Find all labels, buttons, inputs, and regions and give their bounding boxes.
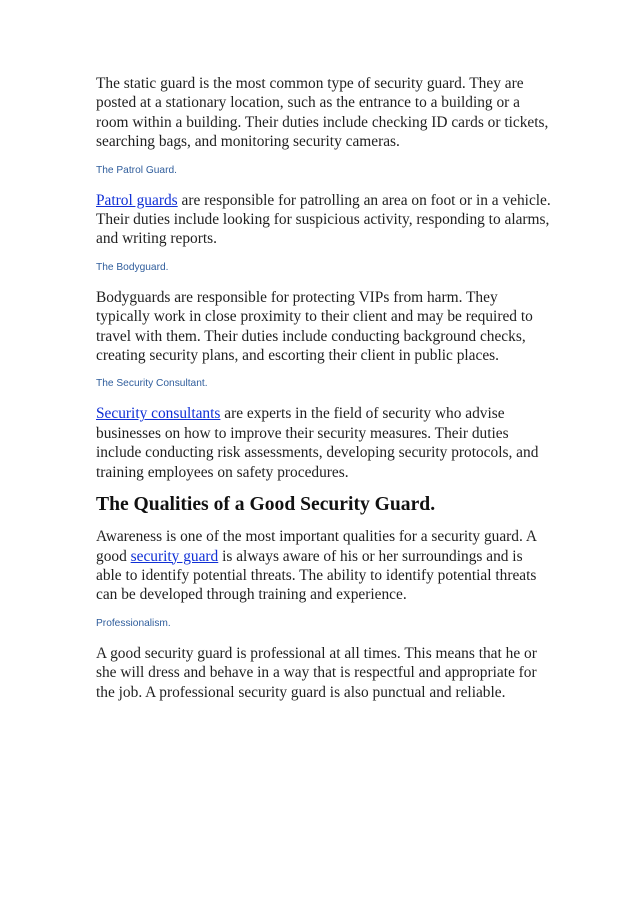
document-content: [96, 74, 552, 702]
awareness-paragraph: [96, 527, 552, 605]
static-guard-paragraph: The static guard is the most common type of security guard. They are posted at a stationary location, such as the entrance to a building or a room within a building. Their duties include checking ID cards or tickets, searching bags, and monitoring security cameras.: [96, 75, 549, 151]
qualities-section-heading: The Qualities of a Good Security Guard.: [96, 494, 436, 516]
security-consultants-link[interactable]: Security consultants: [96, 405, 221, 423]
bodyguard-subheading: The Bodyguard.: [96, 261, 169, 273]
professionalism-subheading: Professionalism.: [96, 617, 171, 629]
security-guard-link[interactable]: security guard: [130, 547, 219, 565]
security-consultant-text: are experts in the field of security who advise businesses on how to improve their security measures. Their duties include conducting risk assessments, developing security protocols, and training employees on safety procedures.: [96, 405, 539, 481]
patrol-guard-paragraph: [96, 191, 552, 249]
bodyguard-paragraph: Bodyguards are responsible for protecting VIPs from harm. They typically work in close proximity to their client and may be required to travel with them. Their duties include conducting background checks, creating security plans, and escorting their client in public places.: [96, 288, 533, 365]
patrol-guard-subheading: The Patrol Guard.: [96, 164, 177, 176]
professionalism-paragraph: A good security guard is professional at all times. This means that he or she will dress and behave in a way that is respectful and appropriate for the job. A professional security guard is also punctual and reliable.: [96, 644, 537, 701]
patrol-guards-link[interactable]: Patrol guards: [96, 191, 178, 209]
awareness-text-after: is always aware of his or her surroundings and is able to identify potential threats. The ability to identify potential threats can be developed through training and experience.: [96, 547, 537, 604]
patrol-guard-text: are responsible for patrolling an area on foot or in a vehicle. Their duties include looking for suspicious activity, responding to alarms, and writing reports.: [96, 191, 551, 248]
security-consultant-subheading: The Security Consultant.: [96, 378, 208, 390]
awareness-text-before: Awareness is one of the most important qualities for a security guard. A good: [96, 528, 537, 565]
security-consultant-paragraph: [96, 404, 552, 482]
